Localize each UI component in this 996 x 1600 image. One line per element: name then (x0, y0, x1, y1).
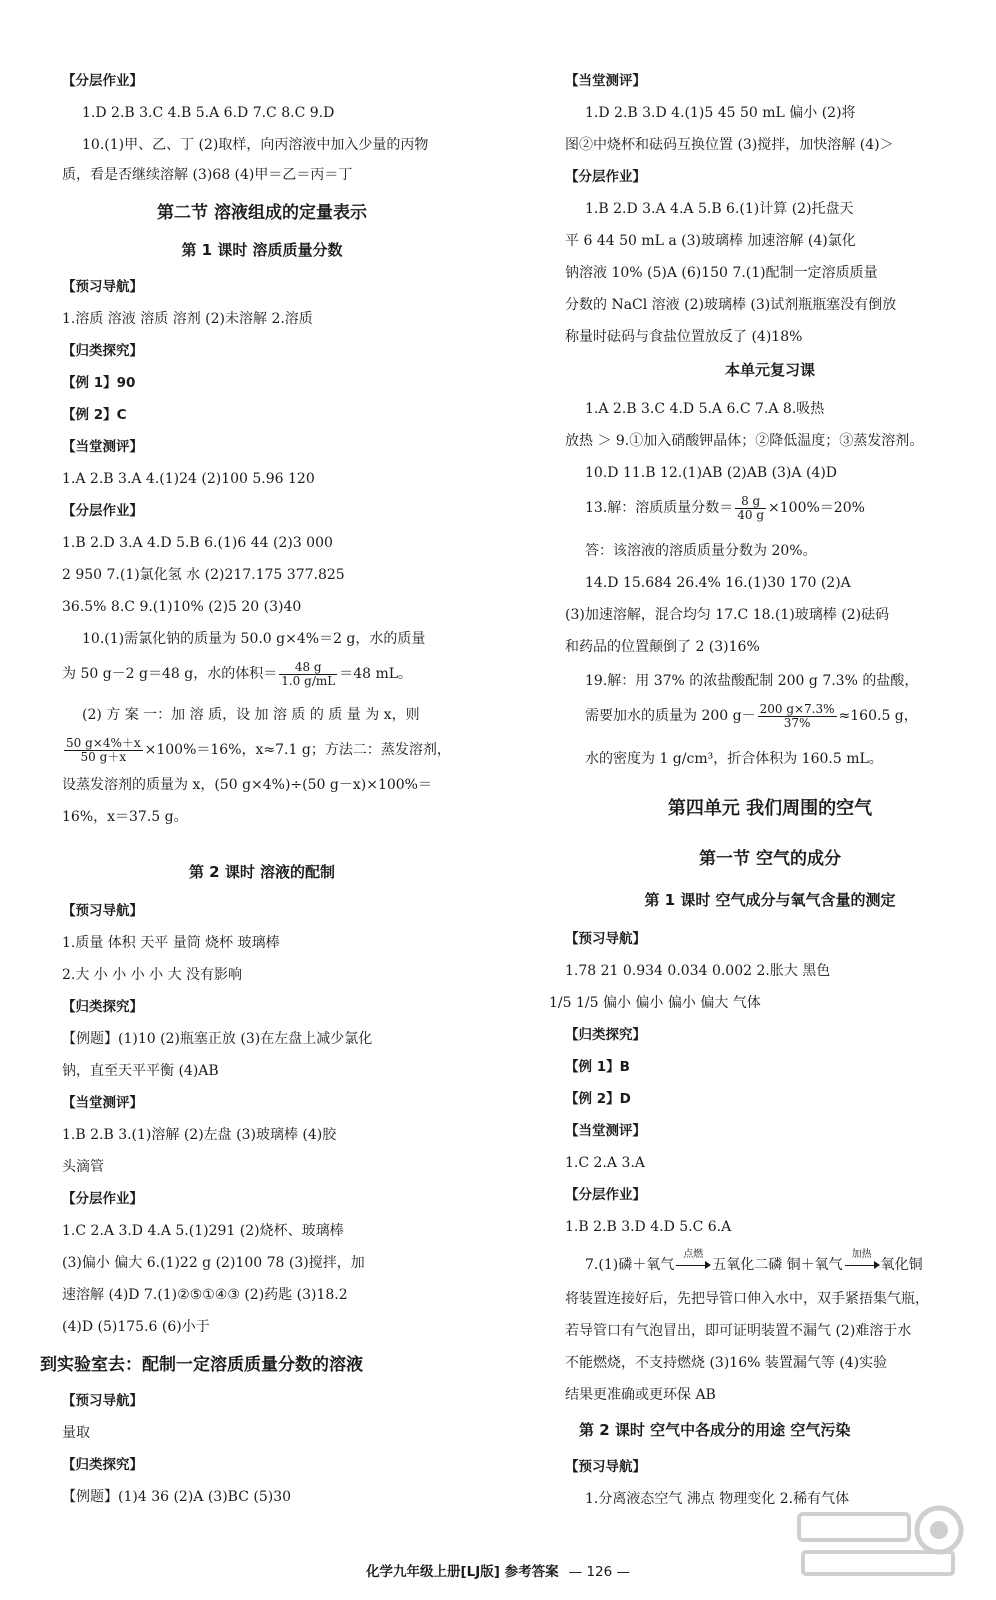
answer-line: 若导管口有气泡冒出，即可证明装置不漏气 (2)难溶于水 (565, 1323, 912, 1339)
example-2: 【例 2】D (565, 1091, 631, 1107)
answer-line: 1.B 2.B 3.(1)溶解 (2)左盘 (3)玻璃棒 (4)胶 (62, 1127, 337, 1143)
answer-line: 10.D 11.B 12.(1)AB (2)AB (3)A (4)D (585, 465, 838, 481)
tag-layered-homework: 【分层作业】 (62, 503, 143, 519)
example-1: 【例 1】90 (62, 375, 136, 391)
answer-line: 钠溶液 10% (5)A (6)150 7.(1)配制一定溶质质量 (565, 265, 878, 281)
answer-line: 1.B 2.D 3.A 4.D 5.B 6.(1)6 44 (2)3 000 (62, 535, 333, 551)
answer-line: 19.解：用 37% 的浓盐酸配制 200 g 7.3% 的盐酸， (585, 673, 919, 689)
section-heading: 第一节 空气的成分 (699, 849, 841, 869)
answer-line: 1.A 2.B 3.C 4.D 5.A 6.C 7.A 8.吸热 (585, 401, 825, 417)
answer-line: 10.(1)甲、乙、丁 (2)取样，向丙溶液中加入少量的丙物 (82, 137, 429, 153)
answer-line: 1.分离液态空气 沸点 物理变化 2.稀有气体 (585, 1491, 850, 1507)
answer-line: 36.5% 8.C 9.(1)10% (2)5 20 (3)40 (62, 599, 302, 615)
answer-line: 头滴管 (62, 1159, 104, 1175)
answer-line: 14.D 15.684 26.4% 16.(1)30 170 (2)A (585, 575, 851, 591)
answer-line: 【例题】(1)4 36 (2)A (3)BC (5)30 (62, 1489, 292, 1505)
answer-line-fraction: $\frac{50 g\times 4\%+x}{50 g+x}$ ×100%＝16%，x≈7.1 g；方法二：蒸发溶剂， (66, 735, 451, 764)
answer-line: 结果更准确或更环保 AB (565, 1387, 716, 1403)
tag-preview-guide: 【预习导航】 (62, 1393, 143, 1409)
unit-heading: 第四单元 我们周围的空气 (667, 798, 873, 819)
answer-line: 2.大 小 小 小 小 大 没有影响 (62, 967, 243, 983)
answer-line: (4)D (5)175.6 (6)小于 (62, 1319, 210, 1335)
answer-line-fraction: 为 50 g－2 g＝48 g，水的体积＝ $\frac{48 g}{1.0 g/mL}$ ＝48 mL。 (62, 659, 413, 688)
reaction-arrow-icon: 加热 (843, 1258, 881, 1272)
answer-line: 速溶解 (4)D 7.(1)②⑤①④③ (2)药匙 (3)18.2 (62, 1287, 348, 1303)
tag-preview-guide: 【预习导航】 (62, 903, 143, 919)
tag-class-test: 【当堂测评】 (565, 1123, 646, 1139)
answer-line: 质，看是否继续溶解 (3)68 (4)甲＝乙＝丙＝丁 (62, 167, 353, 183)
answer-line: 不能燃烧，不支持燃烧 (3)16% 装置漏气等 (4)实验 (565, 1355, 888, 1371)
tag-preview-guide: 【预习导航】 (565, 931, 646, 947)
answer-line: 1.B 2.D 3.A 4.A 5.B 6.(1)计算 (2)托盘天 (585, 201, 854, 217)
review-heading: 本单元复习课 (724, 361, 815, 379)
tag-classified-inquiry: 【归类探究】 (565, 1027, 646, 1043)
answer-line: 称量时砝码与食盐位置放反了 (4)18% (565, 329, 803, 345)
answer-line: 平 6 44 50 mL a (3)玻璃棒 加速溶解 (4)氯化 (565, 233, 856, 249)
answer-line: 将装置连接好后，先把导管口伸入水中，双手紧捂集气瓶， (565, 1291, 929, 1307)
lab-section-heading: 到实验室去：配制一定溶质质量分数的溶液 (40, 1355, 363, 1375)
answer-line: 钠，直至天平平衡 (4)AB (62, 1063, 219, 1079)
answer-line: (3)偏小 偏大 6.(1)22 g (2)100 78 (3)搅拌，加 (62, 1255, 365, 1271)
tag-preview-guide: 【预习导航】 (565, 1459, 646, 1475)
watermark-logo-icon (789, 1500, 974, 1580)
answer-line: 1.A 2.B 3.A 4.(1)24 (2)100 5.96 120 (62, 471, 315, 487)
answer-line: 和药品的位置颠倒了 2 (3)16% (565, 639, 760, 655)
fraction: $\frac{50 g\times 4\%+x}{50 g+x}$ (66, 735, 141, 764)
tag-class-test: 【当堂测评】 (62, 439, 143, 455)
tag-preview-guide: 【预习导航】 (62, 279, 143, 295)
answer-line-fraction: 需要加水的质量为 200 g－ $\frac{200 g\times 7.3\%}{37\%}$ ≈160.5 g， (585, 701, 918, 730)
reaction-arrow-icon: 点燃 (674, 1258, 712, 1272)
answer-line: 16%，x＝37.5 g。 (62, 809, 188, 825)
tag-layered-homework: 【分层作业】 (565, 1187, 646, 1203)
answer-line: 量取 (62, 1425, 90, 1441)
answer-line: 分数的 NaCl 溶液 (2)玻璃棒 (3)试剂瓶瓶塞没有倒放 (565, 297, 897, 313)
answer-line: 1.D 2.B 3.D 4.(1)5 45 50 mL 偏小 (2)将 (585, 105, 856, 121)
answer-line: (3)加速溶解，混合均匀 17.C 18.(1)玻璃棒 (2)砝码 (565, 607, 890, 623)
section-heading: 第二节 溶液组成的定量表示 (157, 203, 367, 223)
footer-title: 化学九年级上册[LJ版] 参考答案 (365, 1564, 559, 1580)
answer-line: 【例题】(1)10 (2)瓶塞正放 (3)在左盘上减少氯化 (62, 1031, 373, 1047)
answer-line: (2) 方 案 一：加 溶 质，设 加 溶 质 的 质 量 为 x，则 (82, 707, 420, 723)
answer-line: 2 950 7.(1)氯化氢 水 (2)217.175 377.825 (62, 567, 345, 583)
answer-line: 1.溶质 溶液 溶质 溶剂 (2)未溶解 2.溶质 (62, 311, 313, 327)
answer-line: 水的密度为 1 g/cm³，折合体积为 160.5 mL。 (585, 751, 883, 767)
example-2: 【例 2】C (62, 407, 127, 423)
answer-line-fraction: 13.解：溶质质量分数＝ $\frac{8 g}{40 g}$ ×100%＝20% (585, 493, 865, 522)
tag-class-test: 【当堂测评】 (565, 73, 646, 89)
lesson-heading: 第 1 课时 溶质质量分数 (181, 241, 343, 259)
answer-line: 1.78 21 0.934 0.034 0.002 2.胀大 黑色 (565, 963, 831, 979)
tag-classified-inquiry: 【归类探究】 (62, 999, 143, 1015)
answer-line: 设蒸发溶剂的质量为 x，(50 g×4%)÷(50 g－x)×100%＝ (62, 777, 432, 793)
lesson-heading: 第 2 课时 溶液的配制 (188, 863, 336, 881)
answer-line: 1.D 2.B 3.C 4.B 5.A 6.D 7.C 8.C 9.D (82, 105, 335, 121)
tag-layered-homework: 【分层作业】 (62, 1191, 143, 1207)
tag-layered-homework: 【分层作业】 (62, 73, 143, 89)
lesson-heading: 第 2 课时 空气中各成分的用途 空气污染 (579, 1421, 851, 1439)
page-number: — 126 — (568, 1564, 631, 1580)
answer-line: 放热 ＞ 9.①加入硝酸钾晶体；②降低温度；③蒸发溶剂。 (565, 433, 924, 449)
answer-line: 图②中烧杯和砝码互换位置 (3)搅拌，加快溶解 (4)＞ (565, 137, 894, 153)
equation-line: 7.(1)磷＋氧气 点燃 五氧化二磷 铜＋氧气 加热 氧化铜 (585, 1249, 923, 1273)
tag-class-test: 【当堂测评】 (62, 1095, 143, 1111)
fraction: $\frac{200 g\times 7.3\%}{37\%}$ (759, 701, 835, 730)
answer-line: 1.质量 体积 天平 量筒 烧杯 玻璃棒 (62, 935, 280, 951)
answer-line: 1.B 2.B 3.D 4.D 5.C 6.A (565, 1219, 732, 1235)
example-1: 【例 1】B (565, 1059, 630, 1075)
tag-classified-inquiry: 【归类探究】 (62, 343, 143, 359)
fraction: $\frac{48 g}{1.0 g/mL}$ (281, 659, 336, 688)
lesson-heading: 第 1 课时 空气成分与氧气含量的测定 (644, 891, 896, 909)
answer-line: 答：该溶液的溶质质量分数为 20%。 (585, 543, 817, 559)
answer-line: 10.(1)需氯化钠的质量为 50.0 g×4%＝2 g，水的质量 (82, 631, 426, 647)
tag-classified-inquiry: 【归类探究】 (62, 1457, 143, 1473)
answer-line: 1.C 2.A 3.A (565, 1155, 645, 1171)
tag-layered-homework: 【分层作业】 (565, 169, 646, 185)
fraction: $\frac{8 g}{40 g}$ (737, 493, 765, 522)
answer-line: 1/5 1/5 偏小 偏小 偏小 偏大 气体 (549, 995, 761, 1011)
answer-line: 1.C 2.A 3.D 4.A 5.(1)291 (2)烧杯、玻璃棒 (62, 1223, 344, 1239)
